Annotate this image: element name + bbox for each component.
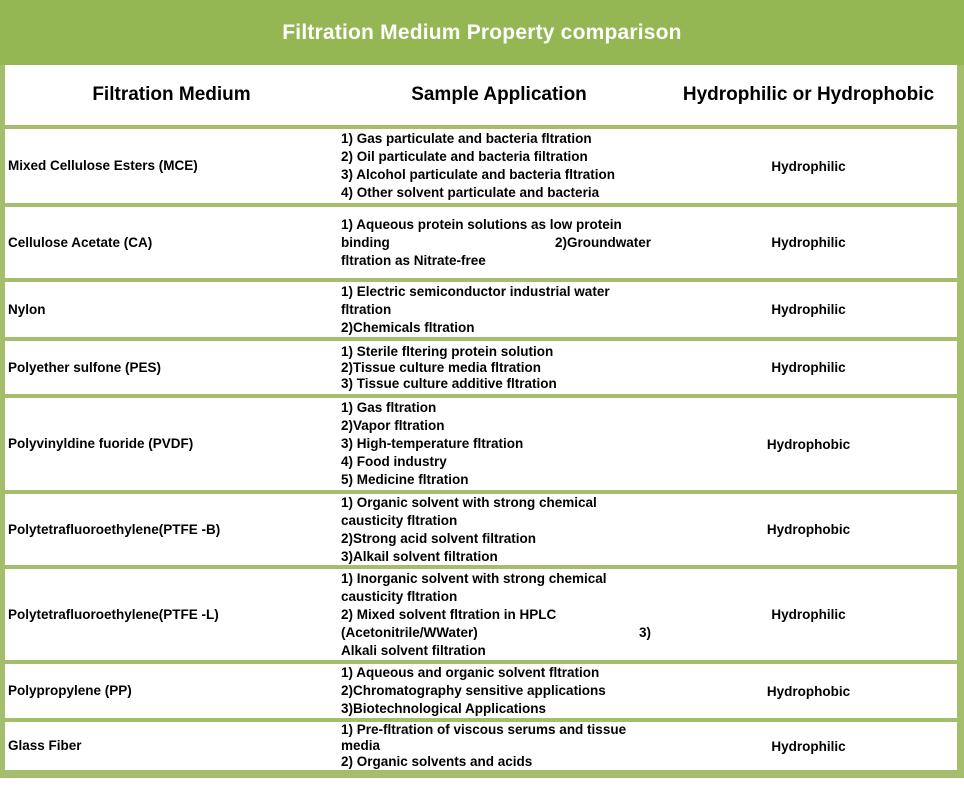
application-line: 1) Organic solvent with strong chemical <box>341 494 597 510</box>
application-line: 4) Food industry <box>341 454 447 469</box>
application-line-left: binding <box>341 234 390 250</box>
medium-cell: Cellulose Acetate (CA) <box>8 234 153 250</box>
application-line: fltration as Nitrate-free <box>341 252 486 268</box>
applications-cell <box>338 664 660 718</box>
table-row <box>5 722 957 770</box>
application-line: 2)Chemicals fltration <box>341 319 475 335</box>
application-line: 1) Pre-fltration of viscous serums and tissue <box>341 722 627 737</box>
applications-cell <box>338 494 660 565</box>
application-line: 2)Strong acid solvent filtration <box>341 530 537 546</box>
property-cell: Hydrophobic <box>766 436 851 452</box>
property-cell: Hydrophobic <box>766 522 851 537</box>
applications-cell <box>338 282 660 337</box>
application-line: Alkali solvent filtration <box>341 642 486 658</box>
table-header-row <box>5 65 957 129</box>
application-line <box>341 624 651 642</box>
application-line-left: (Acetonitrile/WWater) <box>341 624 478 640</box>
application-line <box>341 234 651 252</box>
application-line-right: 2)Groundwater <box>554 234 651 250</box>
application-line: 1) Electric semiconductor industrial water <box>341 283 610 299</box>
property-cell: Hydrophilic <box>771 607 846 622</box>
application-line: 3) Alcohol particulate and bacteria fltration <box>341 167 616 182</box>
application-line: 2)Tissue culture media fltration <box>341 359 542 375</box>
applications-cell <box>338 722 660 770</box>
application-line: 3) High-temperature fltration <box>341 436 524 451</box>
medium-cell: Polytetrafluoroethylene(PTFE -L) <box>8 606 219 622</box>
application-line: 2)Vapor fltration <box>341 418 445 433</box>
application-line: 2) Mixed solvent fltration in HPLC <box>341 606 557 622</box>
table-row <box>5 494 957 569</box>
medium-cell: Nylon <box>8 301 46 317</box>
column-header-hydrophilic-or-hydrophobic: Hydrophilic or Hydrophobic <box>682 84 935 105</box>
application-line: 1) Aqueous and organic solvent fltration <box>341 665 600 680</box>
medium-cell: Polytetrafluoroethylene(PTFE -B) <box>8 521 221 537</box>
table-row <box>5 207 957 282</box>
application-line: 3)Alkail solvent filtration <box>341 548 498 564</box>
page-title: Filtration Medium Property comparison <box>0 0 964 65</box>
medium-cell: Polyvinyldine fuoride (PVDF) <box>8 436 194 451</box>
application-line: fltration <box>341 301 392 317</box>
table-row <box>5 129 957 207</box>
applications-cell <box>338 569 660 660</box>
application-line: 1) Gas particulate and bacteria fltration <box>341 131 592 146</box>
application-line: 2)Chromatography sensitive applications <box>341 683 606 698</box>
application-line-right: 3) <box>638 624 651 640</box>
property-cell: Hydrophilic <box>771 158 846 174</box>
application-line: 1) Aqueous protein solutions as low protein <box>341 216 622 232</box>
table-row <box>5 341 957 398</box>
application-line: causticity fltration <box>341 512 458 528</box>
application-line: causticity fltration <box>341 588 458 604</box>
table-row <box>5 664 957 722</box>
table-row <box>5 398 957 494</box>
application-line: 1) Sterile fltering protein solution <box>341 343 554 359</box>
application-line: 1) Gas fltration <box>341 400 437 415</box>
comparison-table <box>0 65 964 778</box>
property-cell: Hydrophilic <box>771 302 846 317</box>
applications-cell <box>338 398 660 490</box>
application-line: 3)Biotechnological Applications <box>341 701 547 716</box>
column-header-filtration-medium: Filtration Medium <box>92 84 251 105</box>
medium-cell: Polyether sulfone (PES) <box>8 359 162 375</box>
applications-cell <box>338 207 660 278</box>
application-line: 1) Inorganic solvent with strong chemical <box>341 570 607 586</box>
table-row <box>5 569 957 664</box>
table-body <box>5 129 957 770</box>
application-line: 5) Medicine fltration <box>341 472 469 487</box>
applications-cell <box>338 129 660 203</box>
column-header-sample-application: Sample Application <box>411 84 587 105</box>
medium-cell: Polypropylene (PP) <box>8 683 132 698</box>
property-cell: Hydrophilic <box>771 360 846 375</box>
application-line: 4) Other solvent particulate and bacteria <box>341 185 600 200</box>
application-line: media <box>341 738 381 753</box>
application-line: 2) Organic solvents and acids <box>341 754 533 769</box>
medium-cell: Mixed Cellulose Esters (MCE) <box>8 158 198 173</box>
application-line: 3) Tissue culture additive fltration <box>341 375 557 391</box>
application-line: 2) Oil particulate and bacteria filtration <box>341 149 588 164</box>
property-cell: Hydrophilic <box>771 235 846 250</box>
medium-cell: Glass Fiber <box>8 738 82 753</box>
property-cell: Hydrophilic <box>771 738 846 754</box>
property-cell: Hydrophobic <box>766 683 851 699</box>
applications-cell <box>338 341 660 394</box>
table-row <box>5 282 957 341</box>
